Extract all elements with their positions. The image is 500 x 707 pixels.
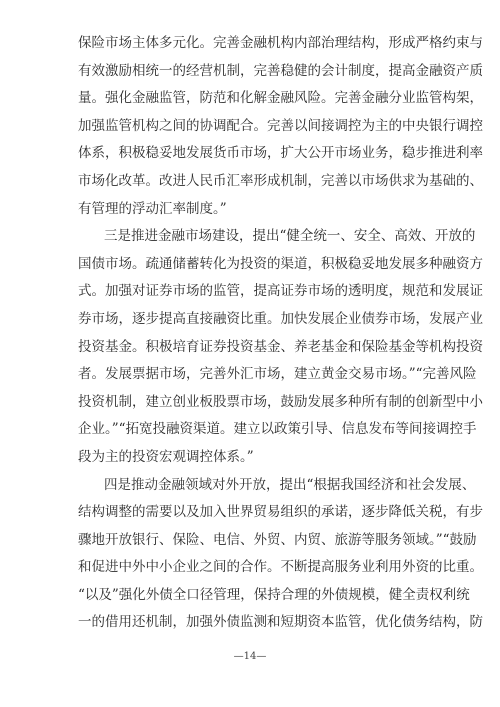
text-line: 量。强化金融监管，防范和化解金融风险。完善金融分业监管构架， — [78, 90, 483, 107]
text-line: 段为主的投资宏观调控体系。” — [78, 448, 254, 465]
page-number: —14— — [233, 651, 267, 662]
text-line: 一的借用还机制，加强外债监测和短期资本监管，优化债务结构，防 — [78, 614, 483, 631]
text-line: 加强监管机构之间的协调配合。完善以间接调控为主的中央银行调控 — [78, 117, 483, 134]
text-line: 保险市场主体多元化。完善金融机构内部治理结构，形成严格约束与 — [78, 35, 483, 51]
text-line: 投资基金。积极培育证券投资基金、养老基金和保险基金等机构投资 — [78, 338, 483, 355]
text-line: 结构调整的需要以及加入世界贸易组织的承诺，逐步降低关税，有步 — [78, 504, 483, 521]
body-text — [78, 30, 483, 637]
text-line: 体系，积极稳妥地发展货币市场，扩大公开市场业务，稳步推进利率 — [78, 145, 483, 162]
text-line: 市场化改革。改进人民币汇率形成机制，完善以市场供求为基础的、 — [78, 172, 483, 189]
text-line: 者。发展票据市场，完善外汇市场，建立黄金交易市场。”“完善风险 — [78, 366, 477, 383]
text-line: 券市场，逐步提高直接融资比重。加快发展企业债券市场，发展产业 — [78, 310, 483, 327]
text-line: 国债市场。疏通储蓄转化为投资的渠道，积极稳妥地发展多种融资方 — [78, 255, 483, 272]
text-line: 有管理的浮动汇率制度。” — [78, 200, 227, 217]
paragraph-start-line: 四是推动金融领域对外开放，提出“根据我国经济和社会发展、 — [104, 476, 476, 493]
text-line: 式。加强对证券市场的监管，提高证券市场的透明度，规范和发展证 — [78, 283, 483, 300]
text-line: 有效激励相统一的经营机制，完善稳健的会计制度，提高金融资产质 — [78, 62, 483, 79]
text-line: 骤地开放银行、保险、电信、外贸、内贸、旅游等服务领域。”“鼓励 — [78, 531, 477, 548]
text-line: 投资机制，建立创业板股票市场，鼓励发展多种所有制的创新型中小 — [78, 393, 483, 410]
text-line: 企业。”“拓宽投融资渠道。建立以政策引导、信息发布等间接调控手 — [78, 421, 477, 438]
text-line: “以及”强化外债全口径管理，保持合理的外债规模，健全责权利统 — [78, 586, 470, 603]
paragraph-start-line: 三是推进金融市场建设，提出“健全统一、安全、高效、开放的 — [104, 228, 476, 245]
text-line: 和促进中外中小企业之间的合作。不断提高服务业利用外资的比重。 — [78, 559, 483, 576]
